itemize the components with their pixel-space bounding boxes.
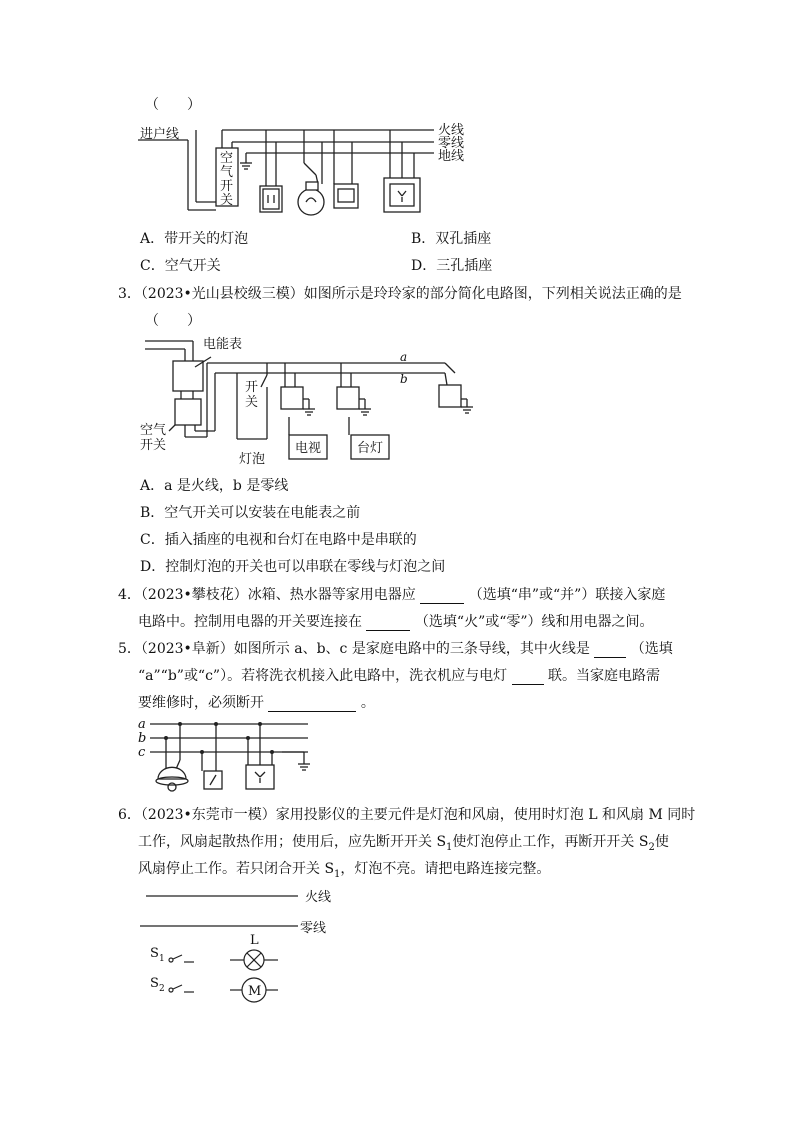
q5-line-2: [138, 667, 660, 685]
q5-line-1-end: （选填: [630, 641, 673, 657]
q6-s1-label: S: [150, 946, 159, 961]
q2-option-d: D．三孔插座: [411, 258, 493, 274]
q3-stem: 3．（2023•光山县校级三模）如图所示是玲玲家的部分简化电路图，下列相关说法正确的是: [118, 286, 682, 302]
q5-circuit-diagram: [138, 715, 328, 795]
q3-wire-b-label: b: [400, 372, 408, 386]
q6-line-3-sub: 1: [334, 868, 341, 880]
q3-option-d: D．控制灯泡的开关也可以串联在零线与灯泡之间: [140, 559, 446, 575]
q6-motor-label: M: [248, 984, 262, 999]
q2-live-label: 火线: [438, 123, 465, 138]
q2-option-c: C．空气开关: [140, 258, 221, 274]
q5-wire-c-label: c: [138, 745, 146, 760]
q6-lamp-label: L: [250, 933, 259, 948]
q5-blank-1[interactable]: [594, 643, 626, 658]
q2-neutral-label: 零线: [438, 136, 465, 151]
q5-line-2-start: “a”“b”或“c”）。若将洗衣机接入此电路中，洗衣机应与电灯: [138, 668, 508, 684]
q5-line-1: [118, 640, 673, 658]
q2-circuit-diagram: [138, 118, 478, 223]
q3-breaker-label-2: 开关: [140, 438, 167, 453]
q6-line-2-sub-2: 2: [648, 841, 655, 853]
q5-wire-a-label: a: [138, 717, 146, 732]
q4-line-2: [138, 613, 654, 631]
q2-breaker-char-3: 开: [220, 179, 234, 194]
q5-wire-b-label: b: [138, 731, 147, 746]
q3-switch-char-1: 开: [245, 380, 259, 395]
q5-line-3-end: 。: [360, 695, 375, 711]
q6-line-2-mid: 使灯泡停止工作，再断开开关 S: [452, 834, 649, 850]
q6-line-1: 6．（2023•东莞市一模）家用投影仪的主要元件是灯泡和风扇，使用时灯泡 L 和风扇 M 同时: [118, 807, 696, 823]
q4-line-2-start: 电路中。控制用电器的开关要连接在: [138, 614, 362, 630]
q4-line-1-end: （选填“串”或“并”）联接入家庭: [468, 587, 666, 603]
q6-s1-sub: 1: [159, 954, 165, 964]
q3-option-b: B．空气开关可以安装在电能表之前: [140, 505, 361, 521]
q2-option-a: A．带开关的灯泡: [140, 231, 249, 247]
q6-line-3: [138, 860, 550, 884]
q6-live-label: 火线: [305, 890, 332, 905]
q3-breaker-label-1: 空气: [140, 423, 167, 438]
q4-blank-1[interactable]: [420, 589, 464, 604]
q3-circuit-diagram: [140, 335, 485, 470]
q2-breaker-char-2: 气: [220, 165, 234, 180]
q6-line-2-sub-1: 1: [446, 841, 453, 853]
q6-line-2: [138, 833, 669, 857]
q2-option-b: B．双孔插座: [411, 231, 492, 247]
q2-breaker-char-1: 空: [220, 151, 234, 166]
q5-line-2-end: 联。当家庭电路需: [548, 668, 660, 684]
q5-line-1-start: 5．（2023•阜新）如图所示 a、b、c 是家庭电路中的三条导线，其中火线是: [118, 641, 590, 657]
q2-incoming-label: 进户线: [140, 127, 180, 142]
q2-breaker-char-4: 关: [220, 193, 234, 208]
q6-line-2-end: 使: [654, 834, 669, 850]
q3-meter-label: 电能表: [203, 337, 243, 352]
q3-bulb-label: 灯泡: [239, 452, 266, 467]
q5-blank-3[interactable]: [268, 697, 356, 712]
q3-option-c: C．插入插座的电视和台灯在电路中是串联的: [140, 532, 417, 548]
q3-wire-a-label: a: [400, 350, 408, 364]
q5-blank-2[interactable]: [512, 670, 544, 685]
q2-answer-paren: （ ）: [145, 97, 201, 113]
q2-ground-label: 地线: [438, 149, 465, 164]
q3-switch-char-2: 关: [245, 395, 259, 410]
q4-blank-2[interactable]: [366, 616, 410, 631]
q3-option-a: A．a 是火线，b 是零线: [140, 478, 289, 494]
q5-line-3: [138, 694, 375, 712]
q3-tv-label: 电视: [295, 441, 322, 456]
q6-circuit-diagram: [140, 884, 345, 1004]
q4-line-2-end: （选填“火”或“零”）线和用电器之间。: [414, 614, 654, 630]
q3-answer-paren: （ ）: [145, 313, 201, 329]
q6-line-3-start: 风扇停止工作。若只闭合开关 S: [138, 861, 335, 877]
q6-line-3-end: ，灯泡不亮。请把电路连接完整。: [340, 861, 551, 877]
q4-line-1: [118, 586, 665, 604]
q6-s2-label: S: [150, 976, 159, 991]
q3-lamp-label: 台灯: [357, 441, 384, 456]
q6-neutral-label: 零线: [300, 921, 327, 936]
q4-line-1-start: 4．（2023•攀枝花）冰箱、热水器等家用电器应: [118, 587, 416, 603]
q6-s2-sub: 2: [159, 984, 165, 994]
q5-line-3-start: 要维修时，必须断开: [138, 695, 264, 711]
q6-line-2-start: 工作，风扇起散热作用；使用后，应先断开开关 S: [138, 834, 447, 850]
